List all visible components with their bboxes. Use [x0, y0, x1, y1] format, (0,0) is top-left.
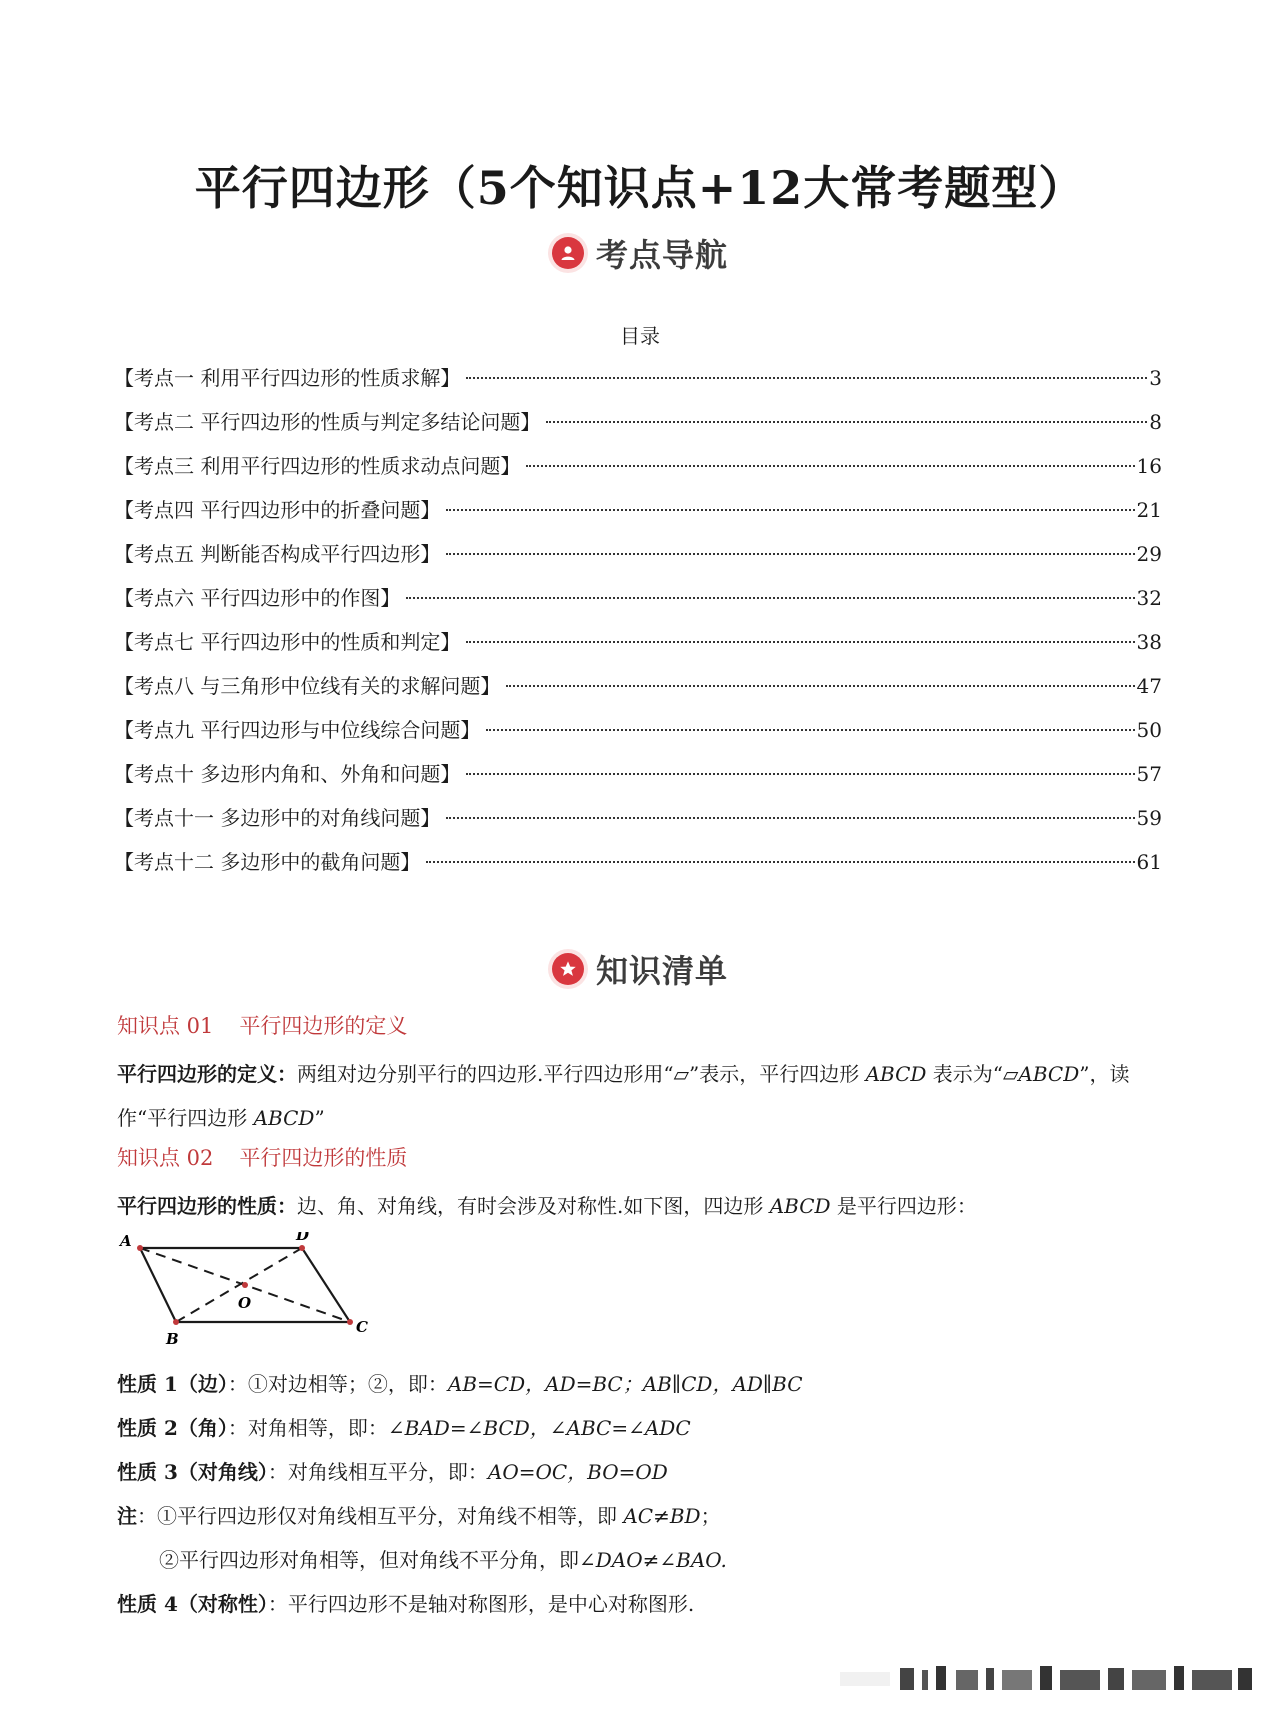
toc-entry-page: 57: [1136, 762, 1162, 786]
point-d: [299, 1245, 305, 1251]
table-of-contents: [114, 360, 1162, 888]
kp01-term: 平行四边形的定义: [117, 1062, 277, 1086]
toc-entry-page: 61: [1136, 850, 1162, 874]
toc-leader-dots: [486, 729, 1134, 731]
property-4-label: 性质 4（对称性）: [117, 1592, 268, 1616]
kp02-term: 平行四边形的性质: [117, 1194, 277, 1218]
toc-entry-label: 【考点七 平行四边形中的性质和判定】: [114, 630, 461, 654]
toc-entry-label: 【考点二 平行四边形的性质与判定多结论问题】: [114, 410, 541, 434]
toc-entry-label: 【考点十 多边形内角和、外角和问题】: [114, 762, 461, 786]
toc-entry-page: 32: [1136, 586, 1162, 610]
note-2: ②平行四边形对角相等，但对角线不平分角，即∠DAO≠∠BAO.: [159, 1548, 727, 1572]
kp02-number: 知识点 02: [117, 1146, 214, 1170]
page-title: 平行四边形（5个知识点+12大常考题型）: [194, 161, 1086, 215]
toc-entry-page: 21: [1136, 498, 1162, 522]
kp01-title: 平行四边形的定义: [239, 1014, 408, 1038]
person-icon: [552, 237, 584, 269]
kp02-title: 平行四边形的性质: [239, 1146, 408, 1170]
toc-leader-dots: [466, 377, 1147, 379]
note-1: 注：①平行四边形仅对角线相互平分，对角线不相等，即 AC≠BD；: [117, 1504, 721, 1528]
toc-entry-label: 【考点三 利用平行四边形的性质求动点问题】: [114, 454, 521, 478]
toc-entry-page: 8: [1149, 410, 1162, 434]
knowledge-section-heading: [0, 946, 1280, 992]
star-icon: [552, 953, 584, 985]
toc-entry[interactable]: [114, 624, 1162, 668]
toc-leader-dots: [526, 465, 1134, 467]
kp02-intro: 平行四边形的性质：边、角、对角线，有时会涉及对称性.如下图，四边形 ABCD 是平行四边形：: [117, 1194, 977, 1218]
toc-entry-page: 3: [1149, 366, 1162, 390]
toc-leader-dots: [506, 685, 1134, 687]
label-a: A: [120, 1232, 132, 1250]
toc-entry-page: 16: [1136, 454, 1162, 478]
nav-section-label: 考点导航: [595, 236, 728, 274]
toc-entry[interactable]: [114, 800, 1162, 844]
label-c: C: [356, 1318, 368, 1336]
point-a: [137, 1245, 143, 1251]
toc-entry-label: 【考点十一 多边形中的对角线问题】: [114, 806, 441, 830]
toc-leader-dots: [426, 861, 1134, 863]
toc-leader-dots: [466, 641, 1134, 643]
toc-leader-dots: [446, 553, 1134, 555]
point-b: [173, 1319, 179, 1325]
toc-entry-page: 47: [1136, 674, 1162, 698]
toc-entry-label: 【考点六 平行四边形中的作图】: [114, 586, 401, 610]
property-2-label: 性质 2（角）: [117, 1416, 228, 1440]
toc-entry[interactable]: [114, 536, 1162, 580]
toc-leader-dots: [446, 509, 1134, 511]
toc-entry[interactable]: [114, 492, 1162, 536]
toc-entry[interactable]: [114, 756, 1162, 800]
toc-entry-page: 50: [1136, 718, 1162, 742]
property-1-label: 性质 1（边）: [117, 1372, 228, 1396]
label-d: D: [296, 1232, 310, 1244]
toc-entry[interactable]: [114, 668, 1162, 712]
toc-entry-page: 29: [1136, 542, 1162, 566]
toc-entry[interactable]: [114, 404, 1162, 448]
toc-entry-label: 【考点一 利用平行四边形的性质求解】: [114, 366, 461, 390]
toc-leader-dots: [466, 773, 1134, 775]
parallelogram-symbol: ▱: [673, 1062, 689, 1086]
toc-leader-dots: [446, 817, 1134, 819]
toc-entry-label: 【考点十二 多边形中的截角问题】: [114, 850, 421, 874]
property-2: 性质 2（角）：对角相等，即：∠BAD=∠BCD，∠ABC=∠ADC: [117, 1416, 691, 1440]
toc-entry-label: 【考点九 平行四边形与中位线综合问题】: [114, 718, 481, 742]
knowledge-section-label: 知识清单: [595, 952, 728, 990]
note-label: 注: [117, 1504, 137, 1528]
label-b: B: [166, 1330, 179, 1348]
knowledge-point-02-heading: [117, 1142, 407, 1172]
toc-entry-label: 【考点八 与三角形中位线有关的求解问题】: [114, 674, 501, 698]
toc-entry-label: 【考点四 平行四边形中的折叠问题】: [114, 498, 441, 522]
property-3-label: 性质 3（对角线）: [117, 1460, 268, 1484]
toc-leader-dots: [406, 597, 1134, 599]
toc-entry-page: 59: [1136, 806, 1162, 830]
parallelogram-figure: [112, 1232, 382, 1352]
kp01-definition: 平行四边形的定义：两组对边分别平行的四边形.平行四边形用“▱”表示，平行四边形 ABCD 表示为“▱ABCD”，读作“平行四边形 ABCD”: [117, 1062, 1130, 1130]
property-4: 性质 4（对称性）：平行四边形不是轴对称图形，是中心对称图形.: [117, 1592, 695, 1616]
parallelogram-diagram: [112, 1232, 382, 1352]
point-o: [242, 1282, 248, 1288]
toc-entry[interactable]: [114, 360, 1162, 404]
toc-entry-label: 【考点五 判断能否构成平行四边形】: [114, 542, 441, 566]
property-1: 性质 1（边）：①对边相等；②，即：AB=CD，AD=BC；AB∥CD，AD∥BC: [117, 1372, 803, 1396]
kp01-number: 知识点 01: [117, 1014, 214, 1038]
toc-entry[interactable]: [114, 580, 1162, 624]
toc-entry[interactable]: [114, 712, 1162, 756]
knowledge-point-01-heading: [117, 1010, 407, 1040]
point-c: [347, 1319, 353, 1325]
toc-heading: 目录: [620, 324, 660, 348]
property-3: 性质 3（对角线）：对角线相互平分，即：AO=OC，BO=OD: [117, 1460, 668, 1484]
label-o: O: [238, 1294, 252, 1312]
toc-entry[interactable]: [114, 844, 1162, 888]
toc-leader-dots: [546, 421, 1147, 423]
footer-decoration: [840, 1664, 1260, 1692]
toc-entry[interactable]: [114, 448, 1162, 492]
nav-section-heading: [0, 230, 1280, 276]
toc-entry-page: 38: [1136, 630, 1162, 654]
